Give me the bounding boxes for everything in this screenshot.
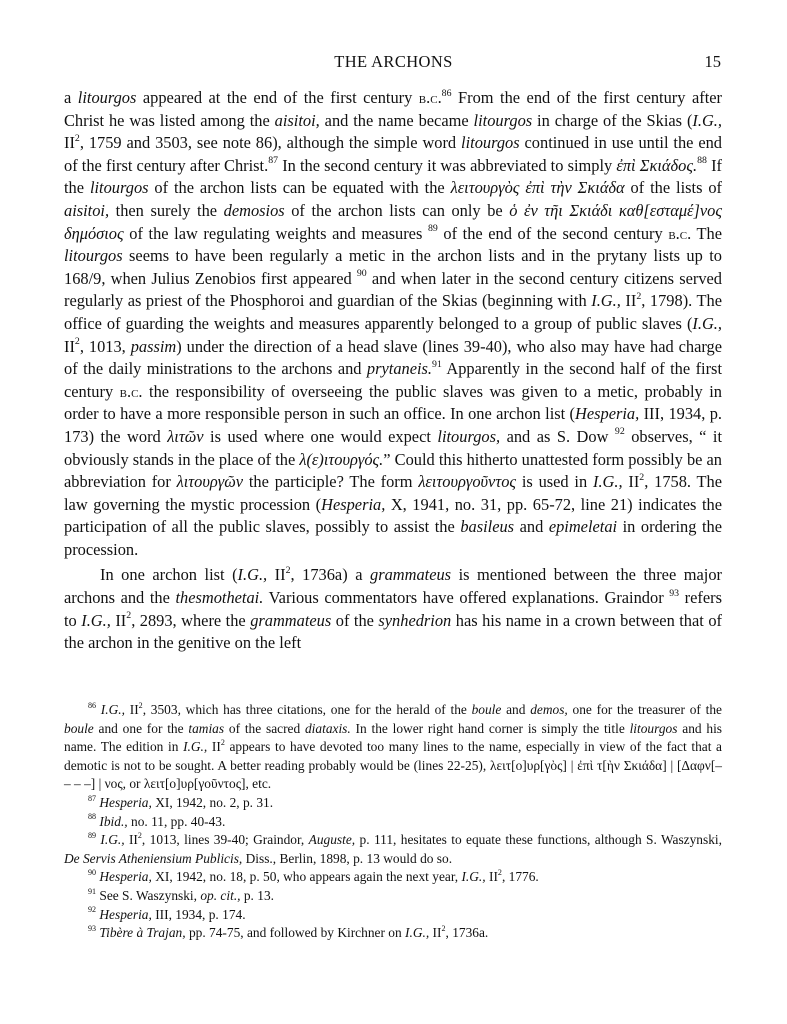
body-text [64,87,722,655]
italic-run: I.G., [100,832,125,848]
italic-run: diataxis. [304,720,351,736]
running-title: THE ARCHONS [334,52,453,71]
italic-run: I.G., [692,110,722,130]
body-paragraph: In one archon list (I.G., $II^2$, 1736a) a grammateus is mentioned between the three major archons and the thesmothetai. Various commentators have offered explanations. Graindor $^{93}$ refers to I.G., $II^2$, 2893, where the grammateus of the synhedrion has his name in a crown between that of the archon in the genitive on the left [64,565,722,653]
note-reference: 2 [285,565,291,577]
italic-run: λειτουργοῦντος [418,472,517,492]
italic-run: litourgos [629,720,678,736]
italic-run: epimeletai [548,517,618,537]
italic-run: I.G., [100,702,125,717]
body-paragraph: a litourgos appeared at the end of the first century b.c.$^{86}$ From the end of the first century after Christ he was listed among the aisitoi, and the name became litourgos in charge of the Skias (I.G., $II^2$, 1759 and 3503, see note 86), although the simple word litourgos continued in use until the end of the first century after Christ.$^{87}$ In the second century it was abbreviated to simply ἐπὶ Σκιάδος.$^{88}$ If the litourgos of the archon lists can be equated with the λειτουργὸς ἐπὶ τὴν Σκιάδα of the lists of aisitoi, then surely the demosios of the archon lists can only be ὁ ἐν τῆι Σκιάδι καθ[εσταμέ]νος δημόσιος of the law regulating weights and measures $^{89}$ of the end of the second century b.c. The litourgos seems to have been regularly a metic in the archon lists and in the prytany lists up to 168/9, when Julius Zenobios first appeared $^{90}$ and when later in the second century citizens served regularly as priest of the Phosphoroi and guardian of the Skias (beginning with I.G., $II^2$, 1798). The office of guarding the weights and measures apparently belonged to a group of public slaves (I.G., $II^2$, 1013, passim) under the direction of a head slave (lines 39-40), who also may have had charge of the daily ministrations to the archons and prytaneis.$^{91}$ Apparently in the second half of the first century b.c. the responsibility of overseeing the public slaves was given to a metic, probably in order to have a more responsible person in such an office. In one archon list (Hesperia, III, 1934, p. 173) the word λιτῶν is used where one would expect litourgos, and as S. Dow $^{92}$ observes, “ it obviously stands in the place of the λ(ε)ιτουργός.” Could this hitherto unattested form possibly be an abbreviation for λιτουργῶν the participle? The form λειτουργοῦντος is used in I.G., $II^2$, 1758. The law governing the mystic procession (Hesperia, X, 1941, no. 31, pp. 65-72, line 21) indicates the participation of all the public slaves, possibly to assist the basileus and epimeletai in ordering the procession. [64,87,723,559]
footnote-92: $^{92}$ Hesperia, III, 1934, p. 174. [88,905,246,922]
italic-run: I.G., [237,565,268,585]
footnote-91: $^{91}$ See S. Waszynski, op. cit., p. 13. [88,886,274,903]
note-reference: 90 [88,868,97,878]
italic-run: Hesperia, [321,494,386,514]
note-reference: 2 [74,132,80,144]
note-reference: 86 [88,700,97,710]
italic-run: synhedrion [378,610,452,630]
italic-run: grammateus [370,565,452,585]
italic-run: grammateus [250,610,332,630]
italic-run: litourgos, [437,426,501,446]
italic-run: λιτουργῶν [176,472,244,492]
italic-run: prytaneis. [366,359,433,379]
italic-run: I.G., [81,610,111,630]
note-reference: 88 [88,812,97,822]
footnote-87: $^{87}$ Hesperia, XI, 1942, no. 2, p. 31. [88,793,274,810]
note-reference: 91 [432,358,442,370]
italic-run: Hesperia, [575,404,640,424]
italic-run: Auguste, [308,832,356,848]
note-reference: 2 [441,923,446,933]
note-reference: 2 [137,830,142,840]
note-reference: 2 [497,868,502,878]
note-reference: 2 [220,737,225,747]
italic-run: I.G., [461,869,486,885]
italic-run: λ(ε)ιτουργός. [299,449,384,469]
note-reference: 93 [669,587,680,599]
note-reference: 89 [88,830,97,840]
italic-run: litourgos [473,110,533,130]
note-reference: 91 [88,886,97,896]
note-reference: 2 [126,610,132,622]
italic-run: boule [64,720,94,736]
small-caps-run: b.c. [668,223,692,243]
footnote-86: $^{86}$ I.G., $II^2$, 3503, which has three citations, one for the herald of the boule and demos, one for the treasurer of the boule and one for the tamias of the sacred diataxis. In the lower right hand corner is simply the title litourgos and his name. The edition in I.G., $II^2$ appears to have devoted too many lines to the name, especially in view of the fact that a demotic is not to be sought. A better reading probably would be (lines 22-25), λειτ[ο]υρ[γὸς] | ἐπὶ τ[ὴν Σκιάδα] | [Δαφν[– – – –] | νος, or λειτ[ο]υρ[γοῦντος], etc. [64,700,723,792]
italic-run: De Servis Atheniensium Publicis, [64,850,243,866]
footnote-90: $^{90}$ Hesperia, XI, 1942, no. 18, p. 50, who appears again the next year, I.G., $II^2$, 1776. [88,868,539,885]
italic-run: tamias [188,720,225,736]
italic-run: λειτουργὸς ἐπὶ τὴν Σκιάδα [450,178,625,198]
italic-run: I.G., [405,925,430,941]
italic-run: basileus [460,517,515,537]
note-reference: 86 [441,87,452,99]
note-reference: 92 [88,905,97,915]
page-number: 15 [704,52,721,71]
italic-run: aisitoi, [64,200,110,220]
note-reference: 2 [636,290,642,302]
note-reference: 87 [268,155,279,167]
note-reference: 2 [138,700,143,710]
footnote-93: $^{93}$ Tibère à Trajan, pp. 74-75, and followed by Kirchner on I.G., $II^2$, 1736a. [88,923,489,941]
italic-run: litourgos [461,133,520,153]
italic-run: litourgos [64,246,123,266]
italic-run: I.G., [591,291,621,311]
italic-run: Hesperia, [99,794,152,810]
italic-run: I.G., [183,739,208,755]
italic-run: op. cit., [200,887,241,903]
note-reference: 2 [74,336,80,348]
note-reference: 93 [88,923,97,933]
italic-run: passim [130,336,177,356]
note-reference: 2 [639,471,645,483]
italic-run: aisitoi, [274,110,320,130]
footnotes [64,701,722,943]
note-reference: 87 [88,793,97,803]
footnote-88: $^{88}$ Ibid., no. 11, pp. 40-43. [88,812,226,829]
italic-run: Hesperia, [99,869,152,885]
note-reference: 89 [427,223,438,235]
italic-run: demosios [223,200,285,220]
italic-run: I.G., [592,472,623,492]
italic-run: litourgos [89,178,149,198]
small-caps-run: b.c. [418,88,442,107]
italic-run: Ibid., [99,813,128,829]
italic-run: boule [471,702,502,717]
italic-run: demos, [530,702,568,717]
italic-run: Hesperia, [99,906,152,922]
italic-run: Tibère à Trajan, [99,925,186,941]
italic-run: thesmothetai. [175,588,264,608]
footnote-89: $^{89}$ I.G., $II^2$, 1013, lines 39-40; Graindor, Auguste, p. 111, hesitates to equate these functions, although S. Waszynski, De Servis Atheniensium Publicis, Diss., Berlin, 1898, p. 13 would do so. [64,830,722,866]
italic-run: ἐπὶ Σκιάδος. [616,155,698,175]
note-reference: 88 [697,155,707,167]
italic-run: I.G., [692,313,722,333]
note-reference: 90 [356,268,367,280]
note-reference: 92 [614,426,625,438]
running-head [0,52,787,72]
small-caps-run: b.c. [119,381,143,401]
italic-run: λιτῶν [167,426,204,446]
italic-run: ὁ ἐν τῆι Σκιάδι καθ[εσταμέ]νος δημόσιος [64,200,723,243]
italic-run: litourgos [77,88,137,107]
